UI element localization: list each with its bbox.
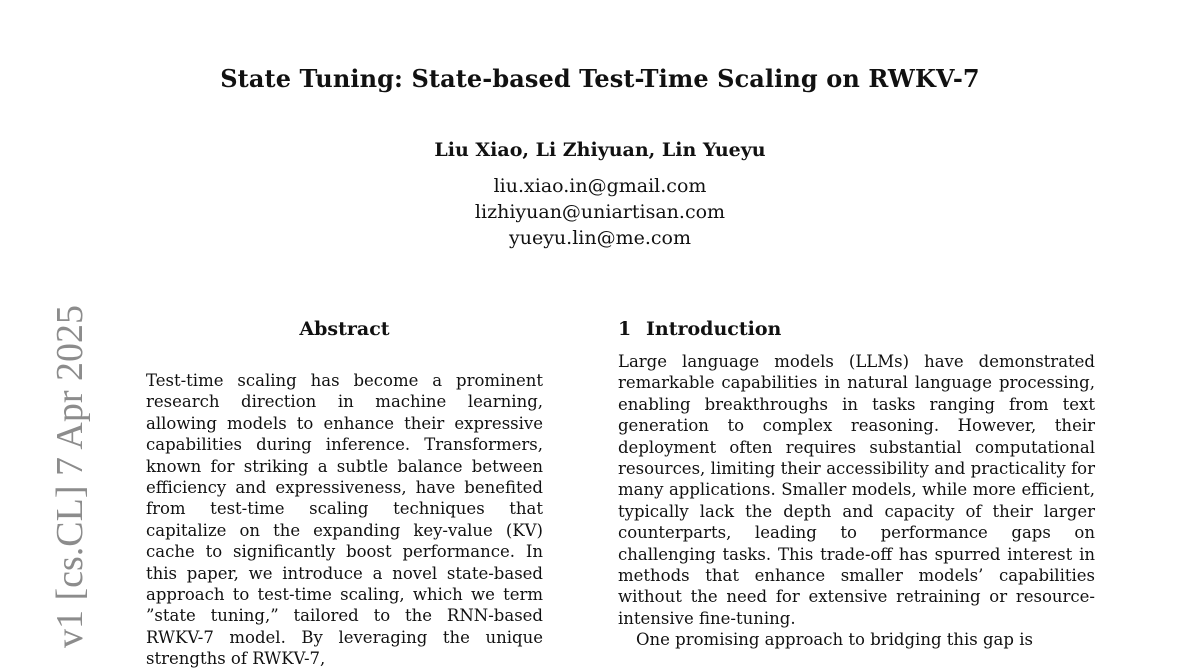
paragraph: Large language models (LLMs) have demonstrated remarkable capabilities in natural language processing, enabling breakthroughs in tasks ranging from text generation to complex reasoning. However, their deployment often requires substantial computational resources, limiting their accessibility and practicality for many applications. Smaller models, while more efficient, typically lack the depth and capacity of their larger counterparts, leading to performance gaps on challenging tasks. This trade-off has spurred interest in methods that enhance smaller models’ capabilities without the need for extensive retraining or resource-intensive fine-tuning. [618,352,1095,628]
introduction-body [618,351,1095,651]
section-number: 1 [618,318,632,340]
abstract-heading: Abstract [299,318,390,340]
author-email: yueyu.lin@me.com [508,227,691,249]
author-email: liu.xiao.in@gmail.com [493,175,707,197]
introduction-column [618,318,1095,651]
author-emails [0,173,1200,251]
abstract-column [146,318,543,670]
author-list: Liu Xiao, Li Zhiyuan, Lin Yueyu [434,139,766,161]
author-email: lizhiyuan@uniartisan.com [474,201,726,223]
paragraph: One promising approach to bridging this gap is [636,630,1033,650]
arxiv-identifier: v1 [cs.CL] 7 Apr 2025 [49,304,91,648]
section-title: Introduction [646,318,782,340]
section-heading [618,318,1095,346]
abstract-text: Test-time scaling has become a prominent research direction in machine learning, allowing models to enhance their expressive capabilities during inference. Transformers, known for striking a subtle balance between efficiency and expressiveness, have benefited from test-time scaling techniques that capitalize on the expanding key-value (KV) cache to significantly boost performance. In this paper, we introduce a novel state-based approach to test-time scaling, which we term ”state tuning,” tailored to the RNN-based RWKV-7 model. By leveraging the unique strengths of RWKV-7, [146,371,543,669]
paper-title: State Tuning: State-based Test-Time Scaling on RWKV-7 [220,64,980,93]
